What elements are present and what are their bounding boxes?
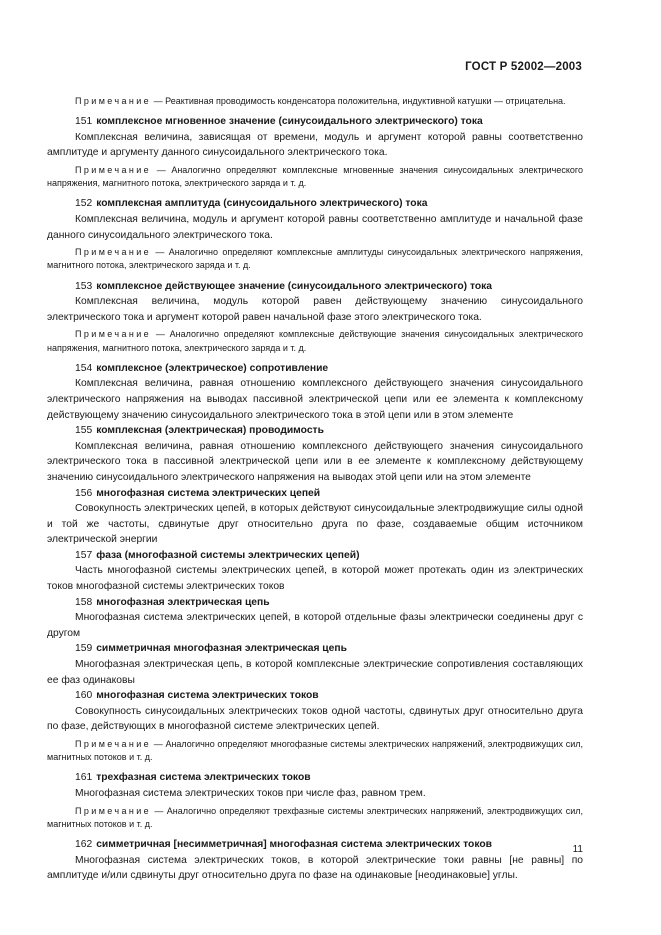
term-number: 160	[75, 690, 93, 702]
definition-paragraph: Совокупность электрических цепей, в которых действуют синусоидальные электродвижущие силы одной и той же частоты, сдвинутые друг относительно друга по фазе, создаваемые общим источником электрической энергии	[47, 503, 583, 546]
term-heading	[47, 423, 583, 439]
definition-paragraph: Часть многофазной системы электрических цепей, в которой может протекать один из электрических токов многофазной системы электрических токов	[47, 565, 583, 593]
note-label: Примечание	[75, 247, 152, 258]
note-paragraph	[47, 805, 583, 831]
definition-paragraph: Многофазная система электрических цепей, в которой отдельные фазы электрически соединены друг с другом	[47, 612, 583, 639]
term-heading	[47, 361, 583, 377]
term-name: комплексная (электрическая) проводимость	[96, 425, 324, 437]
note-text: — Аналогично определяют комплексные действующие значения синусоидальных электрического напряжения, магнитного потока, электрического заряда и т. д.	[47, 329, 583, 353]
definition-paragraph: Комплексная величина, модуль и аргумент которой равны соответственно амплитуде и начальной фазе данного синусоидального электрического тока.	[47, 213, 583, 241]
term-name: симметричная многофазная электрическая цепь	[96, 643, 347, 655]
definition-paragraph: Многофазная система электрических токов, в которой электрические токи равны [не равны] по амплитуде и/или сдвинуты друг относительно друга по фазе на одинаковые [неодинаковые] углы.	[47, 854, 583, 882]
note-paragraph	[47, 328, 583, 354]
note-paragraph	[47, 738, 583, 764]
definition-paragraph: Многофазная электрическая цепь, в которой комплексные электрические сопротивления составляющих ее фаз одинаковы	[47, 659, 583, 686]
term-number: 152	[75, 198, 93, 210]
note-label: Примечание	[75, 164, 152, 175]
term-name: фаза (многофазной системы электрических цепей)	[96, 549, 360, 561]
term-name: комплексное (электрическое) сопротивление	[96, 362, 329, 374]
definition-paragraph: Комплексная величина, равная отношению комплексного действующего значения синусоидального электрического напряжения на выводах пассивной электрической цепи или ее элемента к комплексному действующему значению синусоидального электрического тока в этой цепи или в этом элементе	[47, 378, 583, 421]
term-heading	[47, 279, 583, 295]
term-number: 153	[75, 280, 93, 292]
term-heading	[47, 548, 583, 564]
note-text: — Аналогично определяют трехфазные системы электрических напряжений, электродвижущих сил, магнитных потоков и т. д.	[47, 805, 583, 829]
note-text: — Аналогично определяют комплексные мгновенные значения синусоидальных электрического напряжения, магнитного потока, электрического заряда и т. д.	[47, 164, 583, 189]
term-number: 156	[75, 487, 93, 499]
note-label: Примечание	[75, 739, 152, 750]
term-name: комплексное мгновенное значение (синусоидального электрического) тока	[96, 116, 483, 128]
term-heading	[47, 196, 583, 212]
definition-paragraph: Совокупность синусоидальных электрических токов одной частоты, сдвинутых друг относительно друга по фазе, действующих в многофазной системе электрических цепей.	[47, 705, 583, 733]
note-text: — Реактивная проводимость конденсатора положительна, индуктивной катушки — отрицательна.	[151, 96, 566, 106]
term-number: 161	[75, 772, 93, 784]
note-label: Примечание	[75, 96, 152, 106]
term-name: многофазная система электрических токов	[96, 690, 319, 702]
term-number: 154	[75, 362, 93, 374]
definition-paragraph: Комплексная величина, равная отношению комплексного действующего значения синусоидального электрического тока в пассивной электрической цепи или в ее элементе к комплексному действующему значению синусоидального электрического напряжения на выводах этой цепи или на этом элементе	[47, 440, 583, 483]
term-heading	[47, 837, 583, 853]
note-paragraph	[47, 95, 583, 108]
term-heading	[47, 114, 583, 130]
term-number: 151	[75, 116, 93, 128]
note-paragraph	[47, 164, 583, 190]
term-name: многофазная система электрических цепей	[96, 487, 321, 499]
term-number: 155	[75, 425, 93, 437]
term-heading	[47, 770, 583, 786]
term-number: 162	[75, 839, 93, 851]
term-number: 157	[75, 549, 93, 561]
term-name: многофазная электрическая цепь	[96, 596, 270, 608]
term-heading	[47, 688, 583, 704]
note-paragraph	[47, 246, 583, 272]
term-number: 159	[75, 643, 93, 655]
page-content	[47, 92, 583, 884]
term-name: симметричная [несимметричная] многофазная система электрических токов	[96, 839, 492, 851]
term-name: трехфазная система электрических токов	[96, 772, 311, 784]
term-heading	[47, 486, 583, 502]
note-label: Примечание	[75, 329, 152, 340]
term-heading	[47, 595, 583, 611]
term-number: 158	[75, 596, 93, 608]
term-heading	[47, 641, 583, 657]
note-label: Примечание	[75, 805, 152, 816]
term-name: комплексная амплитуда (синусоидального электрического) тока	[96, 198, 428, 210]
page-number: 11	[572, 844, 583, 855]
note-text: — Аналогично определяют многофазные системы электрических напряжений, электродвижущих сил, магнитных потоков и т. д.	[47, 739, 583, 763]
definition-paragraph: Комплексная величина, зависящая от времени, модуль и аргумент которой равны соответственно амплитуде и аргументу данного синусоидального электрического тока.	[47, 131, 583, 159]
definition-paragraph: Комплексная величина, модуль которой равен действующему значению синусоидального электрического тока и аргумент которой равен начальной фазе этого электрического тока.	[47, 296, 583, 323]
definition-paragraph: Многофазная система электрических токов при числе фаз, равном трем.	[75, 788, 426, 800]
note-text: — Аналогично определяют комплексные амплитуды синусоидальных электрического напряжения, магнитного потока, электрического заряда и т. д.	[47, 247, 583, 271]
standard-number: ГОСТ Р 52002—2003	[465, 61, 582, 73]
term-name: комплексное действующее значение (синусоидального электрического) тока	[96, 280, 493, 292]
